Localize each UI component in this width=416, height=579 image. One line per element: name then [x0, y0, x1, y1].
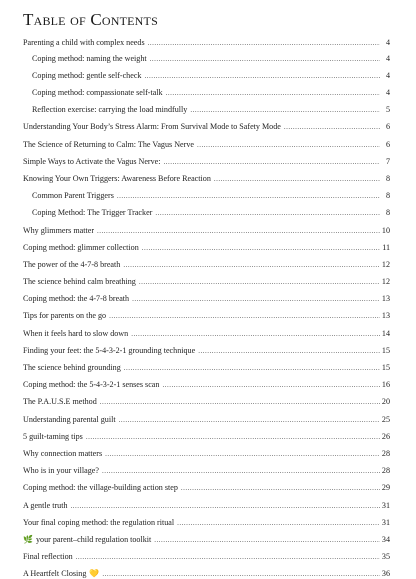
toc-entry[interactable] [22, 363, 390, 373]
toc-entry-title [23, 535, 151, 545]
toc-page-number: 7 [385, 156, 390, 166]
toc-entry[interactable] [22, 140, 390, 150]
toc-page-number: 26 [381, 431, 390, 441]
toc-entry-title [23, 174, 211, 184]
toc-leader-dots [214, 174, 380, 184]
toc-leader-dots [284, 122, 380, 132]
toc-entry-title [32, 191, 114, 201]
yellow-heart-icon: 💛 [89, 569, 100, 579]
toc-entry[interactable] [22, 569, 390, 579]
toc-leader-dots [142, 243, 380, 253]
toc-entry-title [23, 501, 68, 511]
toc-entry[interactable] [22, 329, 390, 339]
toc-entry[interactable] [22, 432, 390, 442]
toc-entry-title [23, 311, 106, 321]
toc-leader-dots [117, 191, 380, 201]
toc-entry[interactable] [22, 122, 390, 132]
toc-entry-title [32, 208, 152, 218]
toc-entry-title [23, 346, 195, 356]
toc-entry-label: Common Parent Triggers [32, 191, 114, 201]
toc-entry-label: Your final coping method: the regulation ritual [23, 517, 175, 527]
toc-entry-title [23, 157, 161, 167]
toc-entry-label: your parent–child regulation toolkit [35, 534, 152, 544]
toc-page-number: 28 [381, 448, 390, 458]
toc-list [22, 38, 390, 579]
toc-leader-dots [109, 311, 380, 321]
toc-entry[interactable] [22, 174, 390, 184]
toc-entry[interactable] [22, 483, 390, 493]
toc-leader-dots [100, 397, 380, 407]
toc-entry[interactable] [22, 294, 390, 304]
toc-leader-dots [162, 380, 379, 390]
toc-entry[interactable] [22, 346, 390, 356]
toc-entry[interactable] [22, 449, 390, 459]
toc-entry[interactable] [22, 535, 390, 545]
toc-page-number: 16 [381, 380, 390, 390]
toc-entry-title [23, 363, 121, 373]
toc-entry-title [23, 260, 120, 270]
toc-leader-dots [166, 88, 380, 98]
toc-entry-label: Coping method: the 5-4-3-2-1 senses scan [23, 380, 160, 390]
toc-entry-label: Parenting a child with complex needs [23, 38, 145, 48]
toc-entry-title [23, 569, 99, 579]
toc-entry-title [23, 294, 129, 304]
toc-entry-label: The power of the 4-7-8 breath [23, 259, 121, 269]
toc-entry[interactable] [22, 277, 390, 287]
toc-entry-label: A gentle truth [23, 500, 68, 510]
toc-leader-dots [197, 140, 380, 150]
toc-entry-label: Coping method: the 4-7-8 breath [23, 294, 130, 304]
toc-entry-title [23, 122, 281, 132]
toc-leader-dots [154, 535, 380, 545]
toc-leader-dots [181, 483, 380, 493]
toc-entry-title [23, 466, 99, 476]
toc-entry-label: Final reflection [23, 552, 73, 562]
toc-entry-title [23, 552, 73, 562]
toc-entry-title [23, 449, 102, 459]
toc-page-number: 5 [385, 105, 390, 115]
toc-leader-dots [76, 552, 380, 562]
toc-entry-title [23, 226, 94, 236]
toc-entry-title [32, 54, 147, 64]
toc-entry[interactable] [22, 518, 390, 528]
toc-page-number: 31 [381, 517, 390, 527]
toc-page-number: 28 [381, 466, 390, 476]
toc-entry-title [23, 483, 178, 493]
toc-leader-dots [164, 157, 380, 167]
toc-entry[interactable] [22, 397, 390, 407]
toc-leader-dots [102, 466, 380, 476]
toc-page-number: 4 [385, 54, 390, 64]
toc-leader-dots [102, 569, 380, 579]
toc-entry[interactable] [22, 226, 390, 236]
toc-page-number: 25 [381, 414, 390, 424]
toc-page-number: 8 [385, 191, 390, 201]
toc-page-number: 10 [381, 225, 390, 235]
toc-page-number: 8 [385, 173, 390, 183]
toc-entry[interactable] [22, 191, 390, 201]
toc-entry-label: Coping method: gentle self-check [32, 71, 142, 81]
toc-entry-label: Why glimmers matter [23, 225, 95, 235]
toc-entry[interactable] [22, 88, 390, 98]
toc-page-number: 6 [385, 122, 390, 132]
toc-entry-label: Coping method: glimmer collection [23, 242, 139, 252]
toc-entry-label: 5 guilt-taming tips [23, 431, 83, 441]
toc-page-number: 15 [381, 363, 390, 372]
toc-leader-dots [148, 38, 380, 48]
toc-entry[interactable] [22, 552, 390, 562]
toc-entry[interactable] [22, 311, 390, 321]
toc-entry-title [23, 415, 116, 425]
toc-page-number: 12 [381, 259, 390, 269]
toc-entry[interactable] [22, 260, 390, 270]
toc-page-number: 12 [381, 277, 390, 287]
toc-entry-title [23, 38, 145, 48]
toc-leader-dots [139, 277, 380, 287]
toc-entry[interactable] [22, 415, 390, 425]
toc-entry-label: The science behind calm breathing [23, 277, 136, 287]
toc-page-number: 34 [381, 534, 390, 544]
toc-leader-dots [150, 54, 380, 64]
toc-entry-label: Coping method: compassionate self-talk [32, 88, 163, 98]
toc-entry[interactable] [22, 71, 390, 81]
toc-leader-dots [198, 346, 380, 356]
page-title: Table of Contents [23, 10, 158, 29]
toc-page-number: 35 [381, 552, 390, 562]
toc-leader-dots [177, 518, 380, 528]
toc-entry-label: A Heartfelt Closing [23, 569, 87, 579]
toc-entry-label: Simple Ways to Activate the Vagus Nerve: [23, 156, 161, 166]
toc-entry-label: Understanding Your Body’s Stress Alarm: From Survival Mode to Safety Mode [23, 122, 281, 132]
toc-entry-label: The Science of Returning to Calm: The Vagus Nerve [23, 139, 194, 149]
toc-page-number: 4 [385, 38, 390, 48]
toc-entry-title [23, 397, 97, 407]
toc-entry-label: The P.A.U.S.E method [23, 397, 97, 407]
toc-entry-label: Reflection exercise: carrying the load mindfully [32, 105, 188, 115]
toc-entry-title [23, 243, 139, 253]
toc-leader-dots [124, 363, 380, 373]
toc-entry-title [23, 432, 83, 442]
toc-leader-dots [123, 260, 380, 270]
toc-entry-label: The science behind grounding [23, 363, 121, 372]
toc-page-number: 15 [381, 345, 390, 355]
toc-leader-dots [144, 71, 380, 81]
toc-entry-title [32, 71, 141, 81]
toc-leader-dots [132, 294, 380, 304]
toc-entry[interactable] [22, 466, 390, 476]
toc-page-number: 36 [381, 569, 390, 579]
toc-entry[interactable] [22, 243, 390, 253]
toc-entry-label: Tips for parents on the go [23, 311, 107, 321]
toc-entry-title [23, 140, 194, 150]
toc-entry-title [23, 518, 174, 528]
toc-page-number: 13 [381, 294, 390, 304]
toc-leader-dots [97, 226, 380, 236]
toc-page-number: 14 [381, 328, 390, 338]
toc-entry-title [32, 105, 187, 115]
toc-page-number: 29 [381, 483, 390, 493]
toc-entry-title [23, 380, 159, 390]
toc-page-number: 13 [381, 311, 390, 321]
toc-entry-title [23, 329, 128, 339]
toc-page-number: 31 [381, 500, 390, 510]
toc-entry[interactable] [22, 54, 390, 64]
toc-leader-dots [105, 449, 380, 459]
leaf-icon: 🌿 [23, 534, 33, 544]
toc-entry[interactable] [22, 157, 390, 167]
toc-entry-label: Who is in your village? [23, 466, 99, 476]
toc-entry-label: Coping method: the village-building action step [23, 483, 178, 493]
toc-entry[interactable] [22, 208, 390, 218]
toc-page-number: 4 [385, 88, 390, 98]
toc-entry-label: When it feels hard to slow down [23, 328, 129, 338]
toc-entry-label: Coping method: naming the weight [32, 54, 147, 64]
toc-entry[interactable] [22, 38, 390, 48]
toc-leader-dots [86, 432, 380, 442]
toc-entry-label: Knowing Your Own Triggers: Awareness Before Reaction [23, 173, 211, 183]
toc-entry-label: Understanding parental guilt [23, 414, 116, 424]
toc-leader-dots [190, 105, 380, 115]
toc-entry-label: Finding your feet: the 5-4-3-2-1 grounding technique [23, 345, 196, 355]
toc-entry[interactable] [22, 501, 390, 511]
toc-leader-dots [71, 501, 380, 511]
toc-page-number: 8 [385, 208, 390, 218]
toc-entry[interactable] [22, 380, 390, 390]
toc-leader-dots [155, 208, 380, 218]
toc-entry-label: Why connection matters [23, 448, 103, 458]
toc-leader-dots [131, 329, 380, 339]
toc-page-number: 11 [382, 242, 390, 252]
toc-entry-title [32, 88, 163, 98]
toc-entry-label: Coping Method: The Trigger Tracker [32, 208, 153, 218]
toc-leader-dots [119, 415, 380, 425]
toc-page-number: 4 [385, 71, 390, 81]
toc-page-number: 6 [385, 139, 390, 149]
toc-entry[interactable] [22, 105, 390, 115]
toc-page-number: 20 [381, 397, 390, 407]
toc-entry-title [23, 277, 136, 287]
